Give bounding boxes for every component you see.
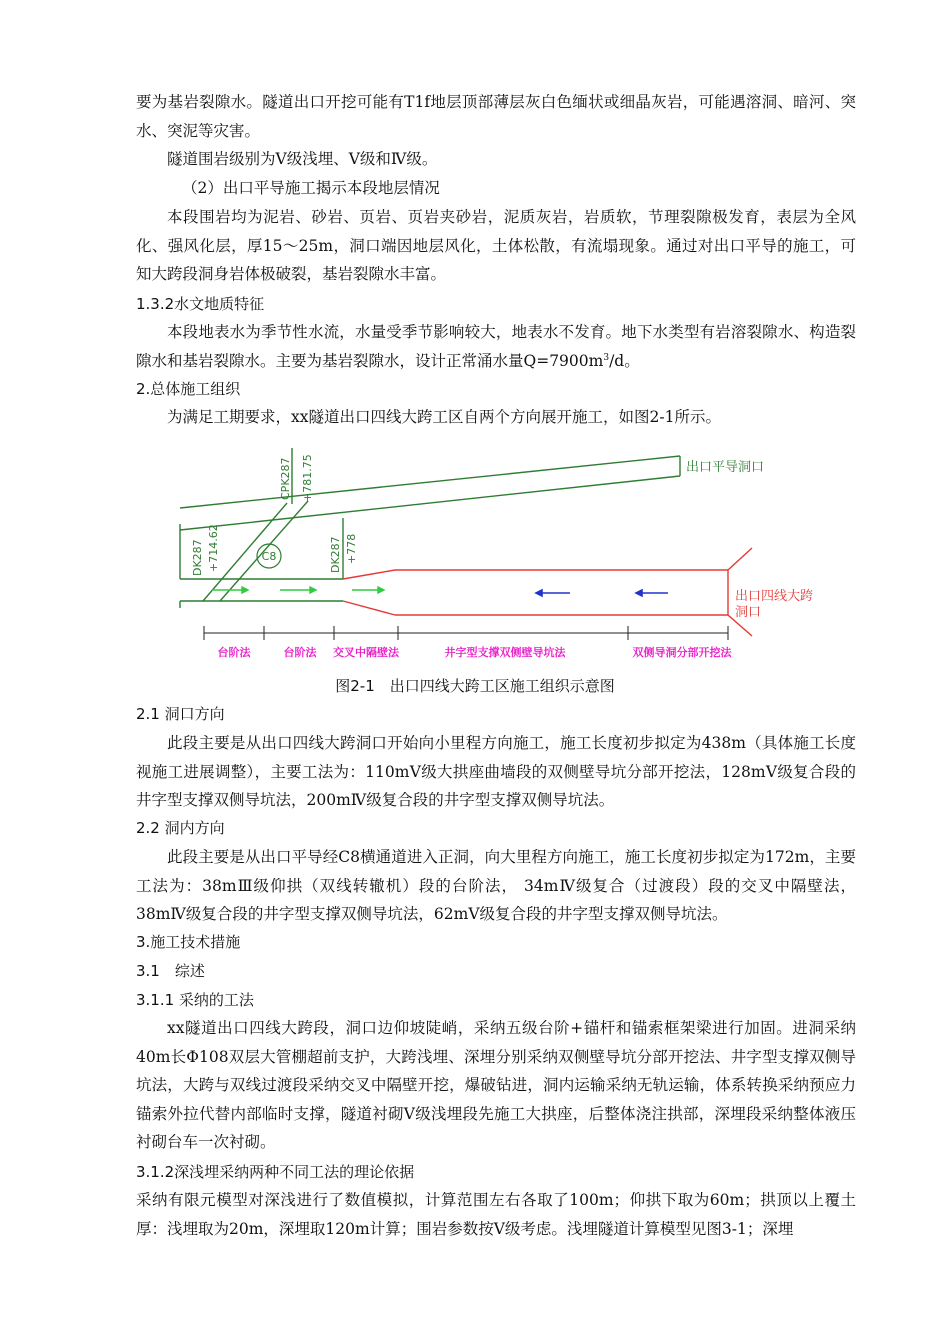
- paragraph-hydrology: [136, 318, 856, 375]
- method-3: 交叉中隔壁法: [333, 646, 399, 659]
- paragraph-subheading-pingdao: （2）出口平导施工揭示本段地层情况: [182, 179, 440, 197]
- heading-2: 2.总体施工组织: [136, 380, 241, 398]
- label-pingdao-portal: 出口平导洞口: [686, 460, 765, 475]
- paragraph-geology-continued: 要为基岩裂隙水。隧道出口开挖可能有T1f地层顶部薄层灰白色缅状或细晶灰岩，可能遇溶洞、暗河、突水、突泥等灾害。: [136, 93, 856, 140]
- paragraph-rock-grade: 隧道围岩级别为Ⅴ级浅埋、Ⅴ级和Ⅳ级。: [167, 150, 438, 168]
- figure-caption: 图2-1 出口四线大跨工区施工组织示意图: [335, 677, 615, 695]
- paragraph-strata: 本段围岩均为泥岩、砂岩、页岩、页岩夹砂岩，泥质灰岩，岩质软，节理裂隙极发育，表层为全风化、强风化层，厚15～25m，洞口端因地层风化，土体松散，有流塌现象。通过对出口平导的施工，可知大跨段洞身岩体极破裂，基岩裂隙水丰富。: [136, 208, 856, 283]
- label-dakua-2: 洞口: [735, 605, 762, 620]
- heading-3-1-2: 3.1.2深浅埋采纳两种不同工法的理论依据: [136, 1163, 415, 1181]
- hydrology-text: 本段地表水为季节性水流，水量受季节影响较大，地表水不发育。地下水类型有岩溶裂隙水、构造裂隙水和基岩裂隙水。主要为基岩裂隙水，设计正常涌水量Q=7900m: [136, 323, 856, 370]
- method-2: 台阶法: [283, 646, 317, 659]
- pingdao-upper-line: [180, 456, 680, 508]
- method-1: 台阶法: [217, 646, 251, 659]
- heading-1-3-2: 1.3.2水文地质特征: [136, 295, 265, 313]
- station-dk1-name: DK287: [191, 539, 204, 576]
- paragraph-portal-direction: 此段主要是从出口四线大跨洞口开始向小里程方向施工，施工长度初步拟定为438m（具体施工长度视施工进展调整），主要工法为：110mⅤ级大拱座曲墙段的双侧壁导坑分部开挖法，128mⅤ级复合段的井字型支撑双侧导坑法，200mⅣ级复合段的井字型支撑双侧导坑法。: [136, 734, 856, 809]
- dakua-transition-top: [343, 570, 395, 579]
- method-5: 双侧导洞分部开挖法: [632, 646, 732, 659]
- station-cpk-offset: +781.75: [301, 454, 314, 502]
- heading-3-1: 3.1 综述: [136, 962, 205, 980]
- paragraph-theory: 采纳有限元模型对深浅进行了数值模拟，计算范围左右各取了100m；仰拱下取为60m；拱顶以上覆土厚：浅埋取为20m，深埋取120m计算；围岩参数按Ⅴ级考虑。浅埋隧道计算模型见图3-1；深埋: [136, 1191, 856, 1238]
- heading-2-2: 2.2 洞内方向: [136, 819, 225, 837]
- paragraph-organization: 为满足工期要求，xx隧道出口四线大跨工区自两个方向展开施工，如图2-1所示。: [167, 408, 721, 426]
- station-dk2-offset: +778: [345, 533, 358, 564]
- heading-2-1: 2.1 洞口方向: [136, 705, 225, 723]
- station-dk2-name: DK287: [329, 536, 342, 573]
- hydrology-sup: 3: [603, 352, 610, 363]
- method-axis: [204, 626, 728, 640]
- c8-label: C8: [261, 550, 277, 563]
- hydrology-unit: /d。: [609, 351, 640, 370]
- pingdao-lower-line: [180, 476, 680, 530]
- figure-2-1-diagram: [160, 438, 820, 670]
- label-dakua-1: 出口四线大跨: [735, 589, 814, 604]
- method-4: 井字型支撑双侧壁导坑法: [444, 646, 566, 659]
- station-dk1-offset: +714.62: [207, 524, 220, 572]
- paragraph-inner-direction: 此段主要是从出口平导经C8横通道进入正洞，向大里程方向施工，施工长度初步拟定为172m，主要工法为：38mⅢ级仰拱（双线转辙机）段的台阶法， 34mⅣ级复合（过渡段）段的交叉中隔壁法，38mⅣ级复合段的井字型支撑双侧导坑法，62mⅤ级复合段的井字型支撑双侧导坑法。: [136, 848, 856, 923]
- dakua-transition-bottom: [343, 601, 395, 615]
- station-cpk-name: CPK287: [279, 457, 292, 500]
- heading-3: 3.施工技术措施: [136, 933, 241, 951]
- heading-3-1-1: 3.1.1 采纳的工法: [136, 991, 254, 1009]
- paragraph-methods: xx隧道出口四线大跨段，洞口边仰坡陡峭，采纳五级台阶+锚杆和锚索框架梁进行加固。进洞采纳40m长Φ108双层大管棚超前支护，大跨浅埋、深埋分别采纳双侧壁导坑分部开挖法、井字型支撑双侧导坑法，大跨与双线过渡段采纳交叉中隔壁开挖，爆破钻进，洞内运输采纳无轨运输，体系转换采纳预应力锚索外拉代替内部临时支撑，隧道衬砌Ⅴ级浅埋段先施工大拱座，后整体浇注拱部，深埋段采纳整体液压衬砌台车一次衬砌。: [136, 1019, 856, 1151]
